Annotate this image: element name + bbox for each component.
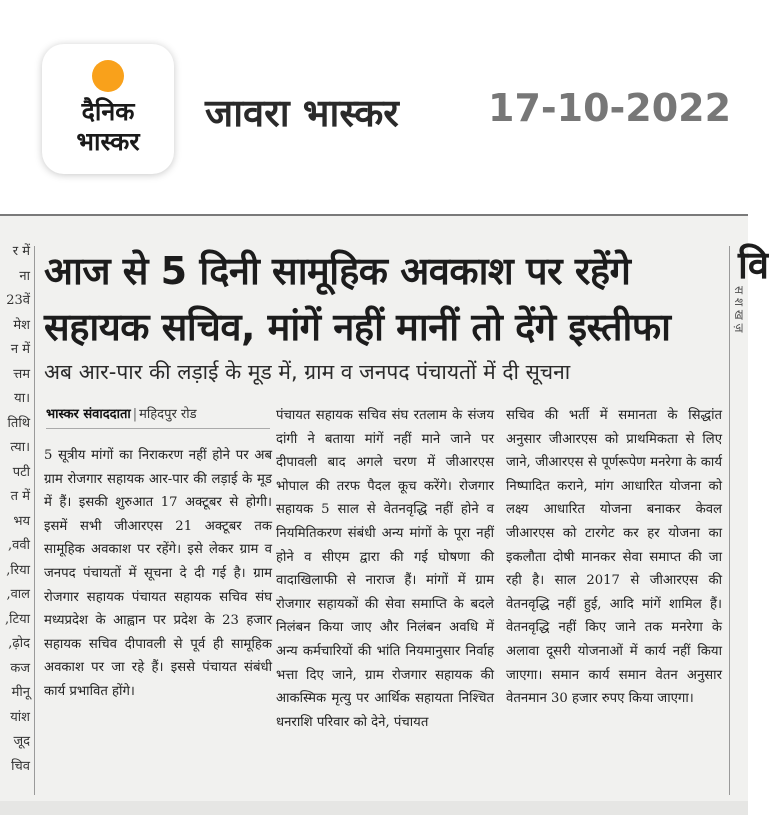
neighbor-left-fragment: चिव (11, 758, 30, 774)
column-divider-right (729, 246, 730, 795)
neighbor-left-fragment: पटी (12, 464, 30, 480)
dainik-bhaskar-logo (42, 44, 174, 174)
article-column-2 (276, 404, 494, 734)
byline-reporter: भास्कर संवाददाता (46, 407, 131, 422)
neighbor-left-fragment: या। (14, 391, 30, 406)
neighbor-left-fragment: भय (13, 513, 30, 529)
column-2-text: पंचायत सहायक सचिव संघ रतलाम के संजय दांगी ने बताया मांगें नहीं माने जाने पर दीपावली बाद अगले चरण में जीआरएस भोपाल की तरफ पैदल कूच करेंगे। रोजगार सहायक 5 साल से वेतनवृद्धि नहीं होने व नियमितिकरण संबंधी अन्य मांगों के पूरा नहीं होने व सीएम द्वारा की गई घोषणा की वादाखिलाफी से नाराज हैं। मांगों में ग्राम रोजगार सहायकों की सेवा समाप्ति के बदले निलंबन किया जाए और निलंबन अवधि में अन्य कर्मचारियों की भांति नियमानुसार निर्वाह भत्ता दिए जाने, ग्राम रोजगार सहायक की आकस्मिक मृत्यु पर आर्थिक सहायता निश्चित धनराशि परिवार को देने, पंचायत (276, 408, 494, 730)
neighbor-left-fragment: कज (10, 660, 30, 676)
neighbor-left-fragment: जूद (13, 734, 30, 749)
newspaper-clipping (0, 216, 769, 815)
neighbor-left-fragment: त्तम (13, 366, 30, 382)
byline-place: महिदपुर रोड (139, 407, 197, 422)
byline: भास्कर संवाददाता | महिदपुर रोड (46, 404, 270, 429)
headline-line1: आज से 5 दिनी सामूहिक अवकाश पर रहेंगे (44, 249, 631, 293)
neighbor-left-fragment: 23वें (6, 293, 30, 308)
neighbor-left-fragment: ढ़ोद, (8, 636, 30, 651)
logo-text-line2: भास्कर (76, 127, 140, 156)
neighbor-left-fragment: टिया, (5, 611, 30, 627)
neighbor-right-headline: वि (738, 243, 769, 287)
neighbor-left-fragment: ना (19, 268, 30, 284)
next-article-edge (0, 801, 748, 815)
logo-text-line1: दैनिक (81, 97, 135, 126)
neighbor-left-fragment: त्या। (10, 440, 30, 455)
article-column-1 (44, 444, 272, 704)
neighbor-left-fragment: न में (10, 342, 30, 357)
column-1-text: 5 सूत्रीय मांगों का निराकरण नहीं होने पर अब ग्राम रोजगार सहायक आर-पार की लड़ाई के मूड में हैं। इसकी शुरुआत 17 अक्टूबर से होगी। इसमें सभी जीआरएस 21 अक्टूबर तक सामूहिक अवकाश पर रहेंगे। इसे लेकर ग्राम व जनपद पंचायतों में सूचना दे दी गई है। ग्राम रोजगार सहायक पंचायत सहायक सचिव संघ मध्यप्रदेश के आह्वान पर प्रदेश के 23 हजार सहायक सचिव दीपावली से पूर्व ही सामूहिक अवकाश पर जा रहे हैं। इससे पंचायत संबंधी कार्य प्रभावित होंगे। (44, 448, 272, 699)
edition-date: 17-10-2022 (488, 86, 732, 130)
sun-logo-icon (92, 60, 124, 92)
neighbor-left-fragment: तिथि (7, 415, 30, 431)
neighbor-left-fragment: मेश (13, 317, 30, 333)
neighbor-left-fragment: र में (12, 244, 30, 259)
neighbor-left-fragment: यांश (10, 709, 30, 725)
neighbor-left-fragment: ववी, (8, 538, 30, 553)
neighbor-left-fragment: त में (10, 489, 30, 504)
neighbor-left-fragment: वाल, (6, 587, 30, 602)
subheadline: अब आर-पार की लड़ाई के मूड में, ग्राम व जनपद पंचायतों में दी सूचना (44, 360, 571, 384)
article-column-3 (506, 404, 722, 711)
edition-header (0, 0, 748, 215)
neighbor-right-text: स श ख ज़ (732, 286, 746, 333)
column-3-text: सचिव की भर्ती में समानता के सिद्धांत अनुसार जीआरएस को प्राथमिकता से लिए जाने, जीआरएस से पूर्णरूपेण मनरेगा के कार्य निष्पादित कराने, मांग आधारित योजना को लक्ष्य आधारित योजना बनाकर केवल जीआरएस को टारगेट कर हर योजना का इकलौता दोषी मानकर सेवा समाप्त की जा रही है। साल 2017 से जीआरएस की वेतनवृद्धि नहीं हुई, आदि मांगें शामिल हैं। वेतनवृद्धि नहीं किए जाने तक मनरेगा के अलावा दूसरी योजनाओं में कार्य नहीं किया जाएगा। समान कार्य समान वेतन अनुसार वेतनमान 30 हजार रुपए किया जाएगा। (506, 408, 722, 707)
neighbor-left-column (0, 240, 30, 779)
neighbor-left-fragment: मीनू (11, 685, 30, 700)
column-divider-left (34, 246, 35, 795)
edition-name: जावरा भास्कर (205, 91, 399, 135)
neighbor-left-fragment: रिया, (6, 562, 30, 578)
headline-line2: सहायक सचिव, मांगें नहीं मानीं तो देंगे इस्तीफा (44, 305, 671, 349)
